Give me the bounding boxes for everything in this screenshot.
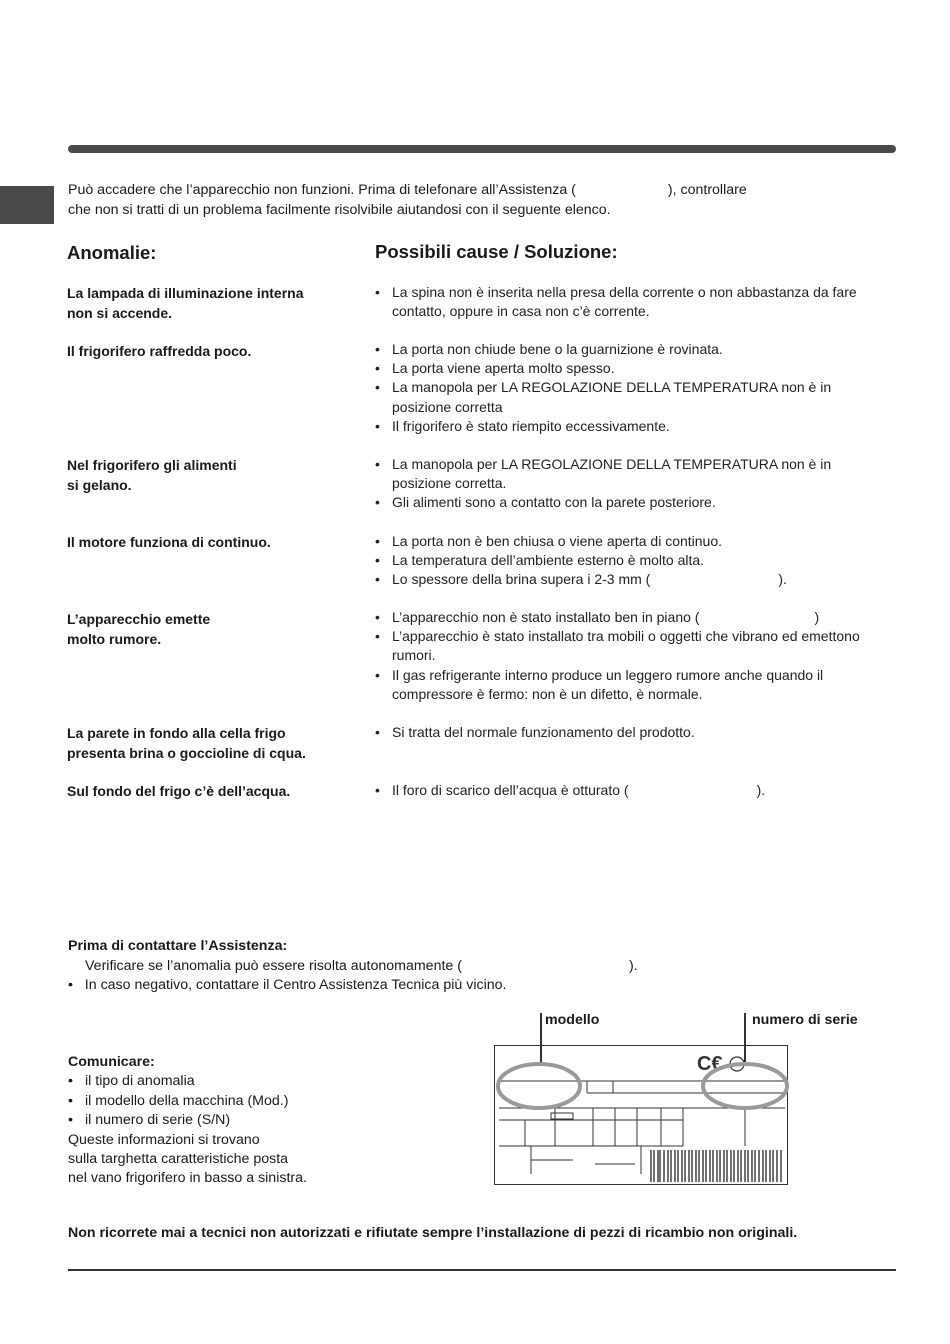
communicate-note-1: Queste informazioni si trovano: [68, 1131, 260, 1148]
barcode-icon: [651, 1150, 781, 1182]
contact-check-text: Verificare se l’anomalia può essere risolta autonomamente (: [85, 958, 462, 974]
list-item: • La temperatura dell’ambiente esterno è molto alta.: [375, 551, 890, 570]
communicate-note-2: sulla targhetta caratteristiche posta: [68, 1151, 289, 1168]
problem-frost: La parete in fondo alla cella frigo presenta brina o goccioline di cqua.: [67, 725, 306, 761]
intro-text-2: ), controllare: [667, 182, 747, 198]
causes-heading: Possibili cause / Soluzione:: [375, 241, 618, 262]
model-label: modello: [545, 1012, 600, 1028]
list-item-text: ): [814, 609, 820, 625]
list-item: • L’apparecchio è stato installato tra mobili o oggetti che vibrano ed emettono rumori.: [375, 627, 890, 665]
problem-freezing: Nel frigorifero gli alimenti si gelano.: [67, 457, 237, 493]
list-item-text: L’apparecchio non è stato installato ben in piano (: [392, 609, 700, 625]
causes-lamp: [375, 283, 890, 321]
contact-check: [85, 957, 638, 977]
serial-label: numero di serie: [752, 1012, 858, 1028]
list-item: • Il gas refrigerante interno produce un leggero rumore anche quando il compressore è fermo: non è un difetto, è normale.: [375, 666, 890, 704]
list-item: • il tipo di anomalia: [68, 1072, 368, 1091]
list-item: [375, 570, 890, 589]
problems-heading: Anomalie:: [67, 242, 157, 263]
list-item: • La porta non chiude bene o la guarnizione è rovinata.: [375, 340, 890, 359]
list-item: • La manopola per LA REGOLAZIONE DELLA TEMPERATURA non è in posizione corretta: [375, 378, 890, 416]
problem-cooling: Il frigorifero raffredda poco.: [67, 343, 252, 359]
intro-text-3: che non si tratti di un problema facilmente risolvibile aiutandosi con il seguente elenco.: [68, 202, 611, 218]
list-item-text: ).: [778, 571, 787, 588]
list-item: [375, 781, 890, 800]
footer-warning: Non ricorrete mai a tecnici non autorizzati e rifiutate sempre l’installazione di pezzi di ricambio non originali.: [68, 1225, 798, 1241]
problem-water: Sul fondo del frigo c’è dell’acqua.: [67, 783, 291, 799]
list-item-text: Lo spessore della brina supera i 2-3 mm (: [392, 571, 651, 588]
contact-check-suffix: ).: [628, 958, 638, 974]
causes-noise: [375, 608, 890, 704]
list-item: • La manopola per LA REGOLAZIONE DELLA TEMPERATURA non è in posizione corretta.: [375, 455, 890, 493]
communicate-block: [68, 1053, 368, 1189]
list-item-text: ).: [756, 782, 766, 798]
list-item: • Il frigorifero è stato riempito eccessivamente.: [375, 417, 890, 436]
rating-plate-drawing: [495, 1046, 789, 1186]
causes-cooling: [375, 340, 890, 436]
list-item: • Si tratta del normale funzionamento del prodotto.: [375, 723, 890, 742]
list-item: • La porta non è ben chiusa o viene aperta di continuo.: [375, 532, 890, 551]
list-item: [375, 608, 890, 627]
causes-freezing: [375, 455, 890, 513]
contact-service-text: In caso negativo, contattare il Centro Assistenza Tecnica più vicino.: [84, 977, 507, 993]
list-item: • Gli alimenti sono a contatto con la parete posteriore.: [375, 493, 890, 512]
problem-lamp: La lampada di illuminazione interna non si accende.: [67, 285, 304, 321]
list-item: • La spina non è inserita nella presa della corrente o non abbastanza da fare contatto, oppure in casa non c’è corrente.: [375, 283, 890, 321]
communicate-note-3: nel vano frigorifero in basso a sinistra.: [68, 1170, 307, 1187]
causes-motor: [375, 532, 890, 590]
rating-plate: [494, 1045, 788, 1185]
contact-title: Prima di contattare l’Assistenza:: [68, 938, 288, 954]
header-rule: [68, 145, 896, 153]
serial-highlight-ellipse: [703, 1064, 787, 1108]
communicate-title: Comunicare:: [68, 1054, 155, 1070]
list-item: • La porta viene aperta molto spesso.: [375, 359, 890, 378]
language-tab: [0, 186, 54, 224]
contact-service: • In caso negativo, contattare il Centro Assistenza Tecnica più vicino.: [68, 977, 507, 993]
list-item: • il modello della macchina (Mod.): [68, 1092, 368, 1111]
problem-motor: Il motore funziona di continuo.: [67, 534, 271, 550]
intro-paragraph: [68, 180, 888, 220]
list-item: • il numero di serie (S/N): [68, 1111, 368, 1130]
list-item-text: Il foro di scarico dell’acqua è otturato (: [392, 782, 629, 798]
causes-water: [375, 781, 890, 800]
model-highlight-ellipse: [498, 1064, 580, 1108]
ce-mark-icon: C€: [697, 1053, 723, 1075]
causes-frost: [375, 723, 890, 742]
problem-noise: L’apparecchio emette molto rumore.: [67, 611, 211, 647]
intro-text-1: Può accadere che l’apparecchio non funzioni. Prima di telefonare all’Assistenza (: [68, 182, 576, 198]
footer-rule: [68, 1269, 896, 1271]
